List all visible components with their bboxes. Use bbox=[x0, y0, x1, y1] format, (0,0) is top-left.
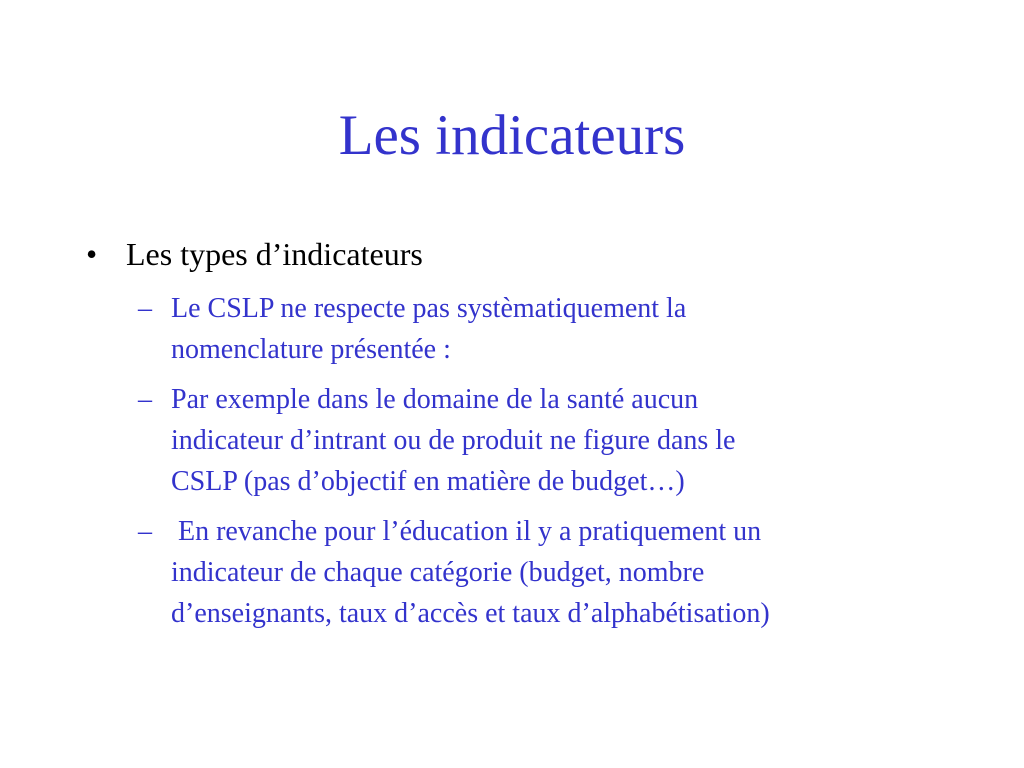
sub-bullet-line: nomenclature présentée : bbox=[171, 334, 451, 365]
dash-marker: – bbox=[138, 516, 152, 547]
sub-bullet-list bbox=[138, 288, 938, 643]
dash-marker: – bbox=[138, 384, 152, 415]
sub-bullet-line: Le CSLP ne respecte pas systèmatiquement la bbox=[171, 293, 687, 324]
bullet-marker: • bbox=[86, 236, 98, 272]
dash-marker: – bbox=[138, 293, 152, 324]
sub-bullet-item bbox=[138, 379, 938, 502]
sub-bullet-line: indicateur d’intrant ou de produit ne figure dans le bbox=[171, 425, 736, 456]
bullet-text: Les types d’indicateurs bbox=[126, 236, 423, 272]
sub-bullet-line: Par exemple dans le domaine de la santé aucun bbox=[171, 384, 699, 415]
slide-title: Les indicateurs bbox=[338, 104, 686, 167]
sub-bullet-line: CSLP (pas d’objectif en matière de budget…) bbox=[171, 466, 685, 497]
sub-bullet-item bbox=[138, 288, 938, 370]
sub-bullet-item bbox=[138, 511, 938, 634]
sub-bullet-line: indicateur de chaque catégorie (budget, nombre bbox=[171, 557, 705, 588]
sub-bullet-line: d’enseignants, taux d’accès et taux d’alphabétisation) bbox=[171, 598, 770, 629]
sub-bullet-line: En revanche pour l’éducation il y a pratiquement un bbox=[171, 516, 762, 547]
